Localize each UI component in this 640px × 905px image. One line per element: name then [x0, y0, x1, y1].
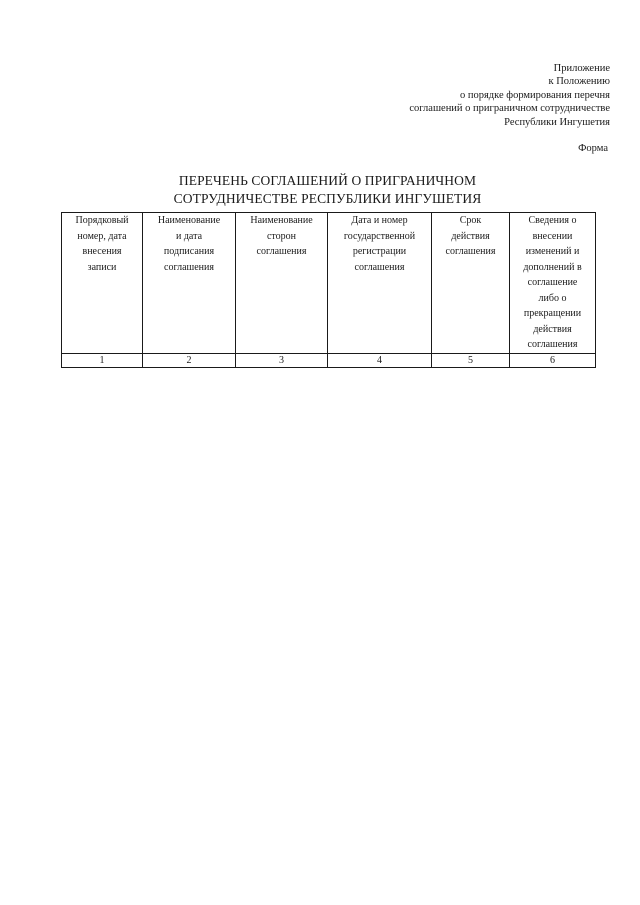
- appendix-block: [409, 62, 610, 129]
- header-text: Дата и номер: [351, 215, 408, 226]
- appendix-line: соглашений о приграничном сотрудничестве: [409, 103, 610, 115]
- column-number: 3: [236, 353, 328, 367]
- header-text: сторон: [266, 230, 297, 242]
- header-text: внесении: [532, 230, 573, 242]
- column-number: 6: [510, 353, 596, 367]
- header-text: соглашения: [445, 246, 496, 257]
- header-text: и дата: [175, 230, 203, 242]
- header-text: Наименование: [250, 215, 313, 226]
- appendix-line: к Положению: [548, 76, 610, 88]
- header-text: соглашения: [354, 261, 405, 273]
- header-text: изменений и: [525, 246, 580, 257]
- column-number: 5: [432, 353, 510, 367]
- table-header-row: [62, 213, 596, 354]
- column-header-term: [432, 213, 510, 354]
- column-header-parties: [236, 213, 328, 354]
- header-text: государственной: [343, 230, 416, 242]
- header-text: регистрации: [352, 246, 407, 257]
- agreements-table: [61, 212, 596, 368]
- header-text: внесения: [82, 246, 122, 257]
- column-header-record-number: [62, 213, 143, 354]
- header-text: Наименование: [157, 215, 221, 226]
- header-text: номер, дата: [77, 230, 127, 242]
- form-label: Форма: [578, 143, 608, 154]
- header-text: соглашения: [164, 261, 214, 273]
- header-text: подписания: [163, 246, 215, 257]
- header-text: Сведения о: [528, 215, 577, 226]
- appendix-line: о порядке формирования перечня: [459, 89, 610, 101]
- appendix-line: Приложение: [553, 63, 610, 74]
- header-text: действия: [533, 323, 572, 335]
- header-text: соглашение: [527, 277, 578, 288]
- title-line-1: ПЕРЕЧЕНЬ СОГЛАШЕНИЙ О ПРИГРАНИЧНОМ: [178, 173, 477, 188]
- header-text: записи: [87, 261, 117, 273]
- header-text: соглашения: [527, 339, 578, 350]
- table-column-numbers-row: [62, 353, 596, 367]
- header-text: Срок: [459, 215, 482, 226]
- column-header-amendments: [510, 213, 596, 354]
- document-title: [60, 172, 595, 208]
- header-text: либо о: [538, 292, 567, 304]
- header-text: Порядковый: [75, 215, 129, 226]
- column-number: 4: [328, 353, 432, 367]
- header-text: действия: [451, 230, 490, 242]
- column-header-agreement-name: [143, 213, 236, 354]
- header-text: соглашения: [256, 246, 307, 257]
- column-number: 2: [143, 353, 236, 367]
- header-text: прекращении: [523, 308, 582, 319]
- appendix-line: Республики Ингушетия: [504, 116, 610, 128]
- column-number: 1: [62, 353, 143, 367]
- title-line-2: СОТРУДНИЧЕСТВЕ РЕСПУБЛИКИ ИНГУШЕТИЯ: [173, 191, 482, 206]
- header-text: дополнений в: [523, 261, 582, 273]
- column-header-registration: [328, 213, 432, 354]
